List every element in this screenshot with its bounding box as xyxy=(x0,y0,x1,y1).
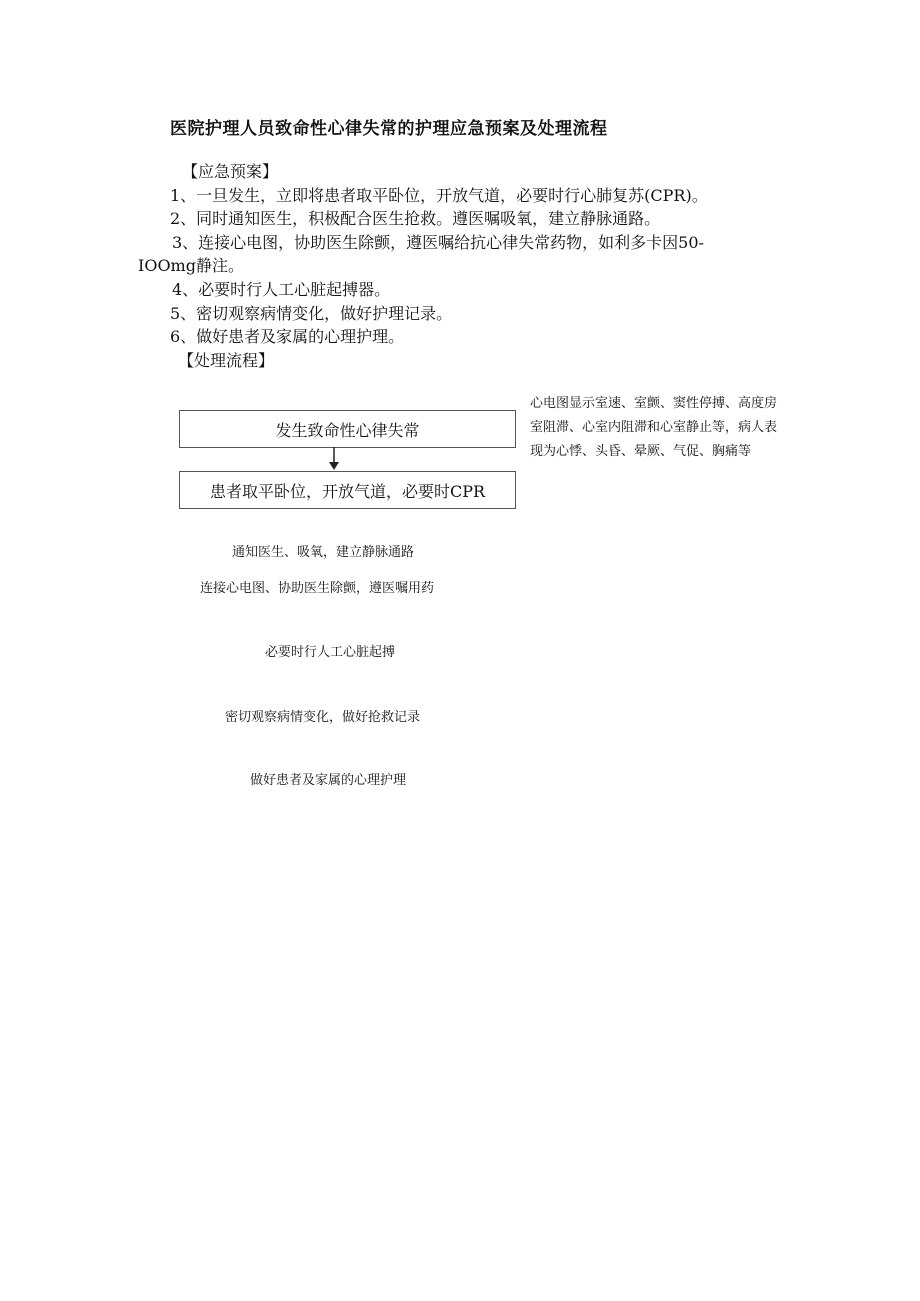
flow-box-position-cpr xyxy=(179,471,516,509)
plan-item-3-continued: IOOmg静注。 xyxy=(138,256,244,276)
flow-box-position-cpr-label: 患者取平卧位，开放气道，必要时CPR xyxy=(209,481,486,501)
flow-step-observe-record: 密切观察病情变化，做好抢救记录 xyxy=(225,710,421,725)
document-title: 医院护理人员致命性心律失常的护理应急预案及处理流程 xyxy=(170,119,608,139)
plan-item-1: 1、一旦发生，立即将患者取平卧位，开放气道，必要时行心肺复苏(CPR)。 xyxy=(170,185,708,205)
process-heading: 【处理流程】 xyxy=(178,350,275,370)
plan-item-6: 6、做好患者及家属的心理护理。 xyxy=(170,327,405,347)
flow-step-ecg-defibrillation: 连接心电图、协助医生除颤，遵医嘱用药 xyxy=(200,581,435,596)
flow-step-psychological-care: 做好患者及家属的心理护理 xyxy=(250,773,407,788)
emergency-plan-section xyxy=(138,160,798,372)
flow-box-onset xyxy=(179,410,516,448)
plan-item-5: 5、密切观察病情变化，做好护理记录。 xyxy=(170,303,453,323)
flow-arrow-down-icon xyxy=(325,447,343,471)
plan-item-3: 3、连接心电图，协助医生除颤，遵医嘱给抗心律失常药物，如利多卡因50- xyxy=(172,232,704,252)
flow-box-onset-label: 发生致命性心律失常 xyxy=(275,420,420,440)
flow-step-notify-doctor: 通知医生、吸氧，建立静脉通路 xyxy=(232,545,415,560)
ecg-side-note: 心电图显示室速、室颤、窦性停搏、高度房室阻滞、心室内阻滞和心室静止等，病人表现为心悸、头昏、晕厥、气促、胸痛等 xyxy=(530,396,778,459)
plan-item-4: 4、必要时行人工心脏起搏器。 xyxy=(172,279,391,299)
plan-item-2: 2、同时通知医生，积极配合医生抢救。遵医嘱吸氧，建立静脉通路。 xyxy=(170,209,661,229)
emergency-plan-heading: 【应急预案】 xyxy=(182,162,279,181)
flow-step-pacing: 必要时行人工心脏起搏 xyxy=(265,645,396,660)
